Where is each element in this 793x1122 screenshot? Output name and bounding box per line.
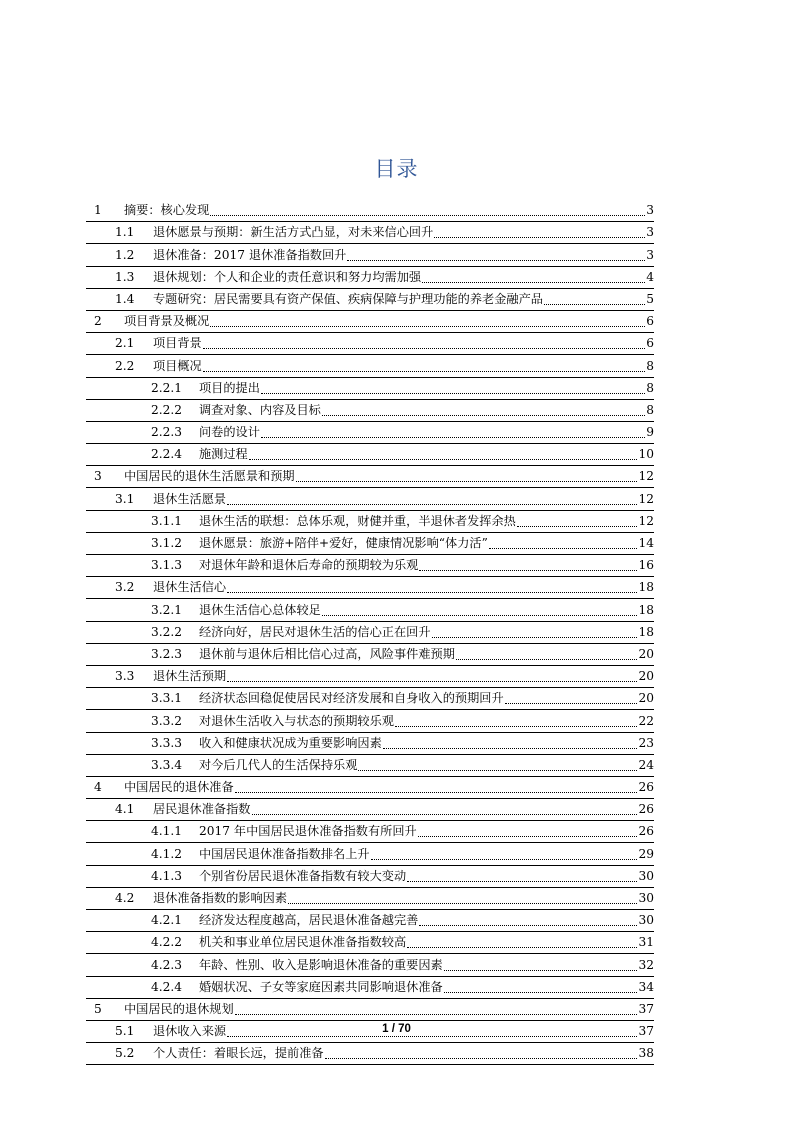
toc-entry[interactable]	[86, 511, 654, 533]
toc-entry-page: 10	[638, 447, 654, 462]
toc-entry[interactable]	[86, 999, 654, 1021]
toc-entry-page: 29	[638, 846, 654, 861]
toc-entry-number: 3.1.1	[151, 513, 183, 528]
toc-entry-title: 退休前与退休后相比信心过高，风险事件难预期	[199, 646, 455, 661]
toc-entry[interactable]	[86, 488, 654, 510]
toc-dot-leader	[261, 422, 645, 443]
toc-entry[interactable]	[86, 710, 654, 732]
toc-entry-number: 2.2	[115, 358, 135, 373]
toc-entry-title: 婚姻状况、子女等家庭因素共同影响退休准备	[199, 979, 443, 994]
toc-entry-page: 5	[646, 291, 654, 306]
toc-dot-leader	[422, 267, 645, 288]
toc-entry-number: 3.2.1	[151, 602, 183, 617]
toc-entry-title: 退休准备指数的影响因素	[153, 891, 288, 905]
toc-entry-number: 4.1.2	[151, 846, 183, 861]
toc-entry-title: 收入和健康状况成为重要影响因素	[199, 735, 382, 750]
toc-entry-page: 8	[646, 380, 654, 395]
toc-entry-title: 摘要：核心发现	[124, 203, 210, 218]
toc-entry-number: 1.4	[115, 291, 135, 306]
toc-entry[interactable]	[86, 954, 654, 976]
toc-entry[interactable]	[86, 333, 654, 355]
toc-dot-leader	[322, 400, 645, 421]
toc-entry-page: 20	[638, 669, 654, 684]
toc-entry[interactable]	[86, 444, 654, 466]
toc-entry-number: 3.1.2	[151, 536, 183, 550]
toc-entry-page: 31	[638, 935, 654, 950]
toc-dot-leader	[407, 932, 637, 953]
toc-entry[interactable]	[86, 866, 654, 888]
toc-entry[interactable]	[86, 267, 654, 289]
page-number: 1 / 70	[382, 1023, 411, 1035]
toc-entry-number: 4.2.1	[151, 913, 183, 928]
toc-entry-number: 3.3	[115, 669, 135, 684]
toc-entry[interactable]	[86, 200, 654, 222]
toc-entry-number: 5.1	[115, 1024, 135, 1039]
toc-entry[interactable]	[86, 777, 654, 799]
toc-entry-title: 调查对象、内容及目标	[199, 402, 321, 417]
toc-entry-number: 2.1	[115, 336, 135, 351]
toc-entry[interactable]	[86, 599, 654, 621]
toc-entry-page: 4	[646, 269, 654, 284]
toc-entry[interactable]	[86, 888, 654, 910]
toc-entry-number: 4.1	[115, 802, 135, 817]
toc-entry-title: 退休规划：个人和企业的责任意识和努力均需加强	[153, 269, 422, 284]
toc-entry-title: 经济向好，居民对退休生活的信心正在回升	[199, 624, 431, 639]
toc-entry-page: 20	[638, 646, 654, 661]
toc-dot-leader	[418, 821, 638, 842]
toc-entry-title: 项目背景及概况	[124, 314, 210, 329]
toc-entry-number: 3	[94, 469, 102, 484]
toc-entry-title: 中国居民的退休准备	[124, 780, 234, 795]
toc-entry[interactable]	[86, 533, 654, 555]
toc-entry-title: 退休生活的联想：总体乐观，财健并重，半退休者发挥余热	[199, 513, 516, 528]
toc-entry-title: 中国居民的退休规划	[124, 1001, 234, 1016]
toc-entry-number: 3.3.4	[151, 757, 183, 772]
toc-dot-leader	[444, 977, 638, 998]
toc-entry-number: 2.2.2	[151, 402, 183, 417]
toc-entry-title: 经济发达程度越高，居民退休准备越完善	[199, 913, 419, 928]
toc-entry-number: 3.3.1	[151, 691, 183, 706]
toc-entry-title: 对退休年龄和退休后寿命的预期较为乐观	[199, 558, 419, 573]
toc-entry-number: 3.2.3	[151, 646, 183, 661]
toc-entry-number: 2	[94, 314, 102, 329]
toc-dot-leader	[235, 777, 638, 798]
toc-entry-page: 3	[646, 203, 654, 218]
toc-entry-title: 退休愿景：旅游+陪伴+爱好，健康情况影响“体力活”	[199, 536, 488, 550]
toc-entry-page: 14	[638, 536, 654, 550]
toc-entry-number: 4.1.3	[151, 868, 183, 883]
toc-entry-title: 经济状态回稳促使居民对经济发展和自身收入的预期回升	[199, 691, 504, 706]
toc-entry-number: 2.2.4	[151, 447, 183, 462]
toc-entry[interactable]	[86, 289, 654, 311]
toc-entry[interactable]	[86, 755, 654, 777]
toc-dot-leader	[322, 600, 638, 621]
toc-entry-page: 37	[638, 1001, 654, 1016]
toc-entry-title: 项目概况	[153, 358, 202, 373]
toc-entry-page: 22	[638, 713, 654, 728]
toc-entry-title: 个人责任：着眼长远，提前准备	[153, 1046, 324, 1061]
toc-dot-leader	[288, 888, 637, 909]
toc-entry-number: 1.3	[115, 269, 135, 284]
toc-dot-leader	[489, 533, 638, 554]
toc-entry-page: 26	[638, 802, 654, 817]
toc-entry[interactable]	[86, 222, 654, 244]
toc-dot-leader	[249, 444, 638, 465]
toc-entry-page: 20	[638, 691, 654, 706]
toc-dot-leader	[371, 844, 638, 865]
toc-entry-number: 3.1.3	[151, 558, 183, 573]
toc-dot-leader	[235, 999, 638, 1020]
toc-entry-number: 1.2	[115, 247, 135, 262]
toc-entry[interactable]	[86, 977, 654, 999]
toc-entry[interactable]	[86, 400, 654, 422]
toc-entry-title: 问卷的设计	[199, 425, 260, 440]
toc-entry[interactable]	[86, 355, 654, 377]
toc-entry-number: 5.2	[115, 1046, 135, 1061]
toc-entry-number: 2.2.3	[151, 425, 183, 440]
toc-entry[interactable]	[86, 910, 654, 932]
toc-entry-title: 年龄、性别、收入是影响退休准备的重要因素	[199, 957, 443, 972]
toc-entry-page: 8	[646, 402, 654, 417]
toc-entry-page: 12	[638, 513, 654, 528]
toc-dot-leader	[227, 577, 637, 598]
toc-entry-number: 4	[94, 780, 102, 795]
toc-dot-leader	[358, 755, 637, 776]
toc-entry[interactable]	[86, 799, 654, 821]
toc-dot-leader	[227, 666, 637, 687]
toc-entry-title: 退休准备：2017 退休准备指数回升	[153, 247, 347, 262]
toc-entry-page: 12	[638, 469, 654, 484]
toc-entry-number: 1	[94, 203, 102, 218]
toc-dot-leader	[395, 711, 637, 732]
toc-entry[interactable]	[86, 688, 654, 710]
toc-dot-leader	[456, 644, 638, 665]
toc-entry-page: 23	[638, 735, 654, 750]
toc-entry-title: 2017 年中国居民退休准备指数有所回升	[199, 824, 417, 839]
toc-dot-leader	[444, 955, 638, 976]
toc-dot-leader	[544, 289, 645, 310]
toc-entry[interactable]	[86, 821, 654, 843]
toc-entry-page: 12	[638, 491, 654, 506]
toc-entry-title: 退休生活愿景	[153, 491, 227, 506]
toc-entry[interactable]	[86, 466, 654, 488]
toc-dot-leader	[419, 555, 637, 576]
toc-entry-number: 4.2.4	[151, 979, 183, 994]
toc-dot-leader	[296, 466, 638, 487]
toc-entry-title: 个别省份居民退休准备指数有较大变动	[199, 868, 407, 883]
toc-entry-number: 3.3.2	[151, 713, 183, 728]
toc-entry[interactable]	[86, 378, 654, 400]
toc-entry-title: 退休生活信心总体较足	[199, 602, 321, 617]
toc-entry-number: 4.2	[115, 891, 135, 905]
toc-dot-leader	[261, 378, 645, 399]
toc-entry-page: 18	[638, 624, 654, 639]
toc-title: 目录	[374, 157, 419, 181]
toc-dot-leader	[325, 1043, 638, 1064]
toc-entry[interactable]	[86, 577, 654, 599]
toc-dot-leader	[347, 245, 645, 266]
toc-entry-title: 退休生活预期	[153, 669, 227, 684]
toc-dot-leader	[432, 622, 638, 643]
toc-entry[interactable]	[86, 311, 654, 333]
table-of-contents	[86, 200, 654, 1065]
toc-entry[interactable]	[86, 843, 654, 865]
toc-entry[interactable]	[86, 1043, 654, 1065]
toc-entry[interactable]	[86, 644, 654, 666]
toc-entry-title: 机关和事业单位居民退休准备指数较高	[199, 935, 407, 950]
toc-entry-number: 5	[94, 1001, 102, 1016]
toc-dot-leader	[517, 511, 638, 532]
toc-entry-page: 6	[646, 314, 654, 329]
toc-entry-number: 2.2.1	[151, 380, 183, 395]
toc-entry[interactable]	[86, 244, 654, 266]
toc-entry-page: 30	[638, 913, 654, 928]
toc-entry-page: 6	[646, 336, 654, 351]
toc-entry-page: 8	[646, 358, 654, 373]
toc-entry-page: 16	[638, 558, 654, 573]
toc-entry-number: 3.2	[115, 580, 135, 595]
toc-entry[interactable]	[86, 422, 654, 444]
toc-entry-page: 9	[646, 425, 654, 440]
toc-entry-number: 4.1.1	[151, 824, 183, 839]
toc-entry[interactable]	[86, 555, 654, 577]
toc-dot-leader	[210, 311, 645, 332]
toc-entry-number: 3.3.3	[151, 735, 183, 750]
toc-entry-page: 37	[638, 1024, 654, 1039]
toc-entry-page: 3	[646, 247, 654, 262]
toc-entry-title: 对今后几代人的生活保持乐观	[199, 757, 358, 772]
toc-entry-number: 4.2.2	[151, 935, 183, 950]
toc-entry-number: 1.1	[115, 225, 135, 240]
toc-entry-number: 3.1	[115, 491, 135, 506]
toc-dot-leader	[383, 733, 638, 754]
toc-entry-title: 项目的提出	[199, 380, 260, 395]
toc-entry-page: 32	[638, 957, 654, 972]
toc-entry[interactable]	[86, 932, 654, 954]
toc-entry-page: 30	[638, 868, 654, 883]
toc-entry-title: 退休愿景与预期：新生活方式凸显，对未来信心回升	[153, 225, 434, 240]
toc-entry-page: 34	[638, 979, 654, 994]
toc-entry-page: 3	[646, 225, 654, 240]
toc-entry-title: 退休收入来源	[153, 1024, 227, 1039]
toc-dot-leader	[210, 200, 645, 221]
toc-entry-page: 24	[638, 757, 654, 772]
toc-dot-leader	[407, 866, 637, 887]
toc-entry[interactable]	[86, 733, 654, 755]
toc-dot-leader	[434, 222, 645, 243]
toc-dot-leader	[505, 688, 638, 709]
toc-dot-leader	[203, 356, 645, 377]
toc-entry-title: 对退休生活收入与状态的预期较乐观	[199, 713, 394, 728]
toc-dot-leader	[227, 489, 637, 510]
toc-entry-page: 38	[638, 1046, 654, 1061]
toc-entry-page: 26	[638, 824, 654, 839]
toc-entry-title: 退休生活信心	[153, 580, 227, 595]
toc-entry-title: 专题研究：居民需要具有资产保值、疾病保障与护理功能的养老金融产品	[153, 291, 543, 306]
toc-entry-title: 居民退休准备指数	[153, 802, 251, 817]
toc-entry-title: 中国居民退休准备指数排名上升	[199, 846, 370, 861]
toc-entry-title: 项目背景	[153, 336, 202, 351]
toc-dot-leader	[419, 910, 637, 931]
toc-entry[interactable]	[86, 622, 654, 644]
toc-entry-title: 中国居民的退休生活愿景和预期	[124, 469, 295, 484]
toc-entry-page: 18	[638, 602, 654, 617]
toc-entry-number: 3.2.2	[151, 624, 183, 639]
toc-entry-page: 26	[638, 780, 654, 795]
toc-dot-leader	[203, 333, 645, 354]
toc-dot-leader	[252, 799, 638, 820]
toc-entry[interactable]	[86, 666, 654, 688]
toc-entry-title: 施测过程	[199, 447, 248, 462]
toc-entry-number: 4.2.3	[151, 957, 183, 972]
toc-entry-page: 18	[638, 580, 654, 595]
toc-entry-page: 30	[638, 891, 654, 905]
